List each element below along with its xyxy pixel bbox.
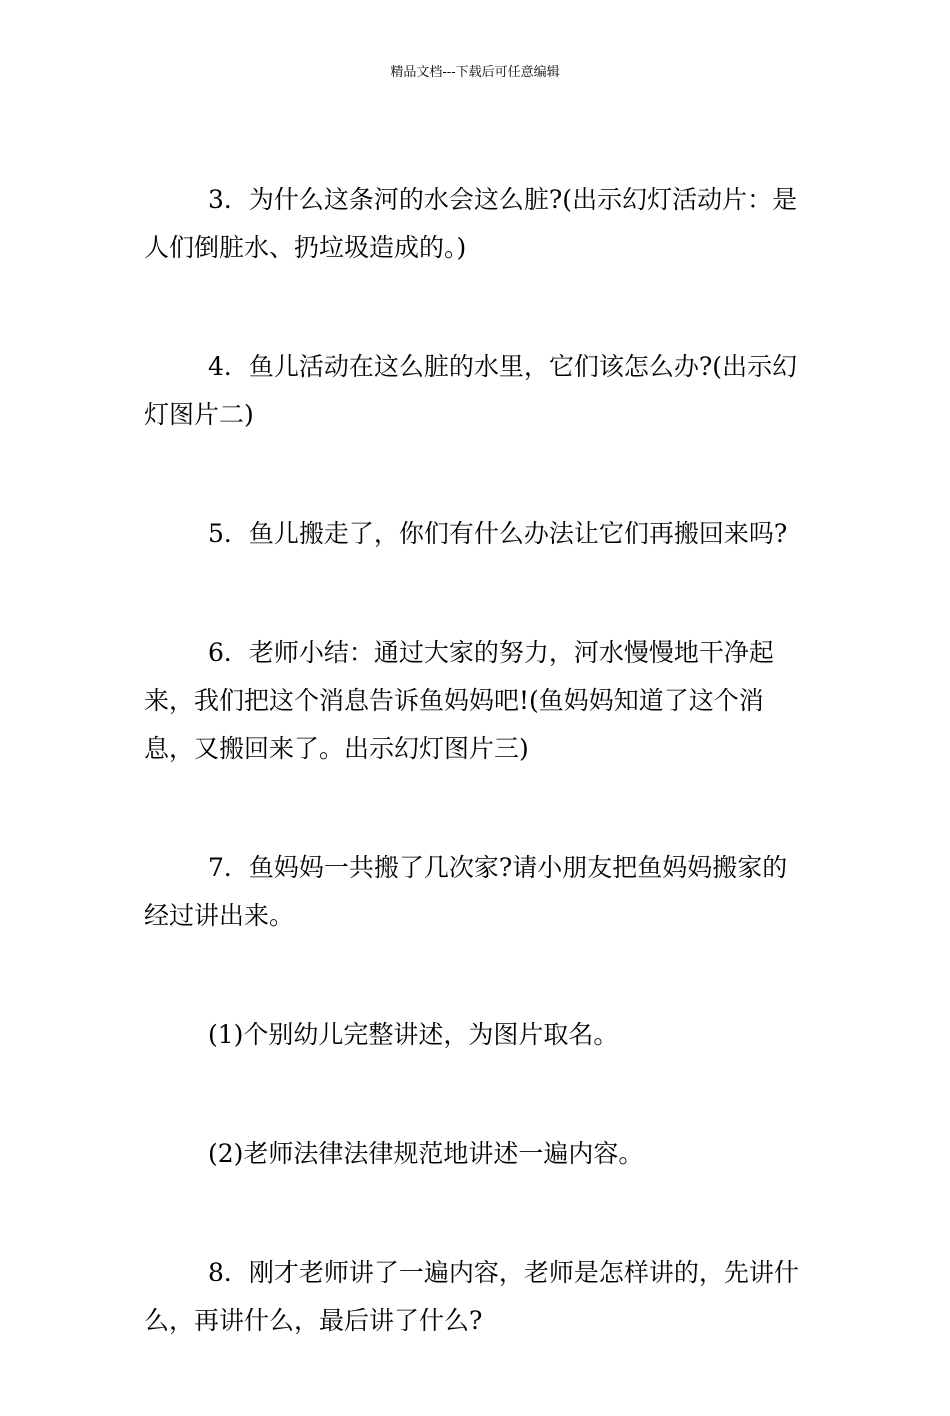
- document-body: [144, 176, 808, 1416]
- paragraph-7: 7．鱼妈妈一共搬了几次家?请小朋友把鱼妈妈搬家的经过讲出来。: [144, 853, 788, 930]
- paragraph-3: 3．为什么这条河的水会这么脏?(出示幻灯活动片：是人们倒脏水、扔垃圾造成的。): [144, 185, 798, 262]
- paragraph-7-1: (1)个别幼儿完整讲述，为图片取名。: [208, 1020, 619, 1049]
- paragraph-4: 4．鱼儿活动在这么脏的水里，它们该怎么办?(出示幻灯图片二): [144, 352, 798, 429]
- paragraph-7-2: (2)老师法律法律规范地讲述一遍内容。: [208, 1139, 644, 1168]
- paragraph-6: 6．老师小结：通过大家的努力，河水慢慢地干净起来，我们把这个消息告诉鱼妈妈吧!(鱼妈妈知道了这个消息，又搬回来了。出示幻灯图片三): [144, 638, 774, 763]
- paragraph-5: 5．鱼儿搬走了，你们有什么办法让它们再搬回来吗?: [208, 519, 788, 548]
- paragraph-8: 8．刚才老师讲了一遍内容，老师是怎样讲的，先讲什么，再讲什么，最后讲了什么?: [144, 1258, 799, 1335]
- page-header: 精品文档---下载后可任意编辑: [390, 65, 560, 80]
